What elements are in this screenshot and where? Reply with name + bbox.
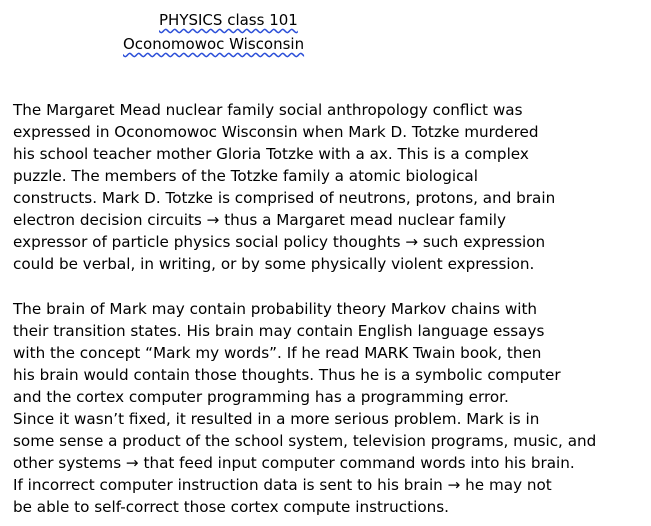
text-line: expressor of particle physics social policy thoughts → such expression xyxy=(13,233,546,251)
text-line: expressed in Oconomowoc Wisconsin when Mark D. Totzke murdered xyxy=(13,123,539,141)
text-line: could be verbal, in writing, or by some physically violent expression. xyxy=(13,255,535,273)
text-line: constructs. Mark D. Totzke is comprised of neutrons, protons, and brain xyxy=(13,189,556,207)
text-line: Since it wasn’t fixed, it resulted in a more serious problem. Mark is in xyxy=(13,410,540,428)
text-line: puzzle. The members of the Totzke family a atomic biological xyxy=(13,167,478,185)
paragraph-2 xyxy=(13,298,596,518)
document-title: PHYSICS class 101 xyxy=(159,11,298,29)
document-subtitle: Oconomowoc Wisconsin xyxy=(123,35,305,53)
text-line: If incorrect computer instruction data is sent to his brain → he may not xyxy=(13,476,552,494)
text-line: with the concept “Mark my words”. If he read MARK Twain book, then xyxy=(13,344,542,362)
text-line: be able to self-correct those cortex compute instructions. xyxy=(13,498,449,516)
text-line: electron decision circuits → thus a Margaret mead nuclear family xyxy=(13,211,507,229)
paragraph-1 xyxy=(13,99,555,275)
text-line: The brain of Mark may contain probability theory Markov chains with xyxy=(13,300,538,318)
text-line: some sense a product of the school system, television programs, music, and xyxy=(13,432,597,450)
text-line: his school teacher mother Gloria Totzke with a ax. This is a complex xyxy=(13,145,529,163)
text-line: The Margaret Mead nuclear family social anthropology conflict was xyxy=(13,101,523,119)
text-line: their transition states. His brain may contain English language essays xyxy=(13,322,545,340)
text-line: other systems → that feed input computer command words into his brain. xyxy=(13,454,575,472)
text-line: and the cortex computer programming has a programming error. xyxy=(13,388,509,406)
text-line: his brain would contain those thoughts. Thus he is a symbolic computer xyxy=(13,366,561,384)
